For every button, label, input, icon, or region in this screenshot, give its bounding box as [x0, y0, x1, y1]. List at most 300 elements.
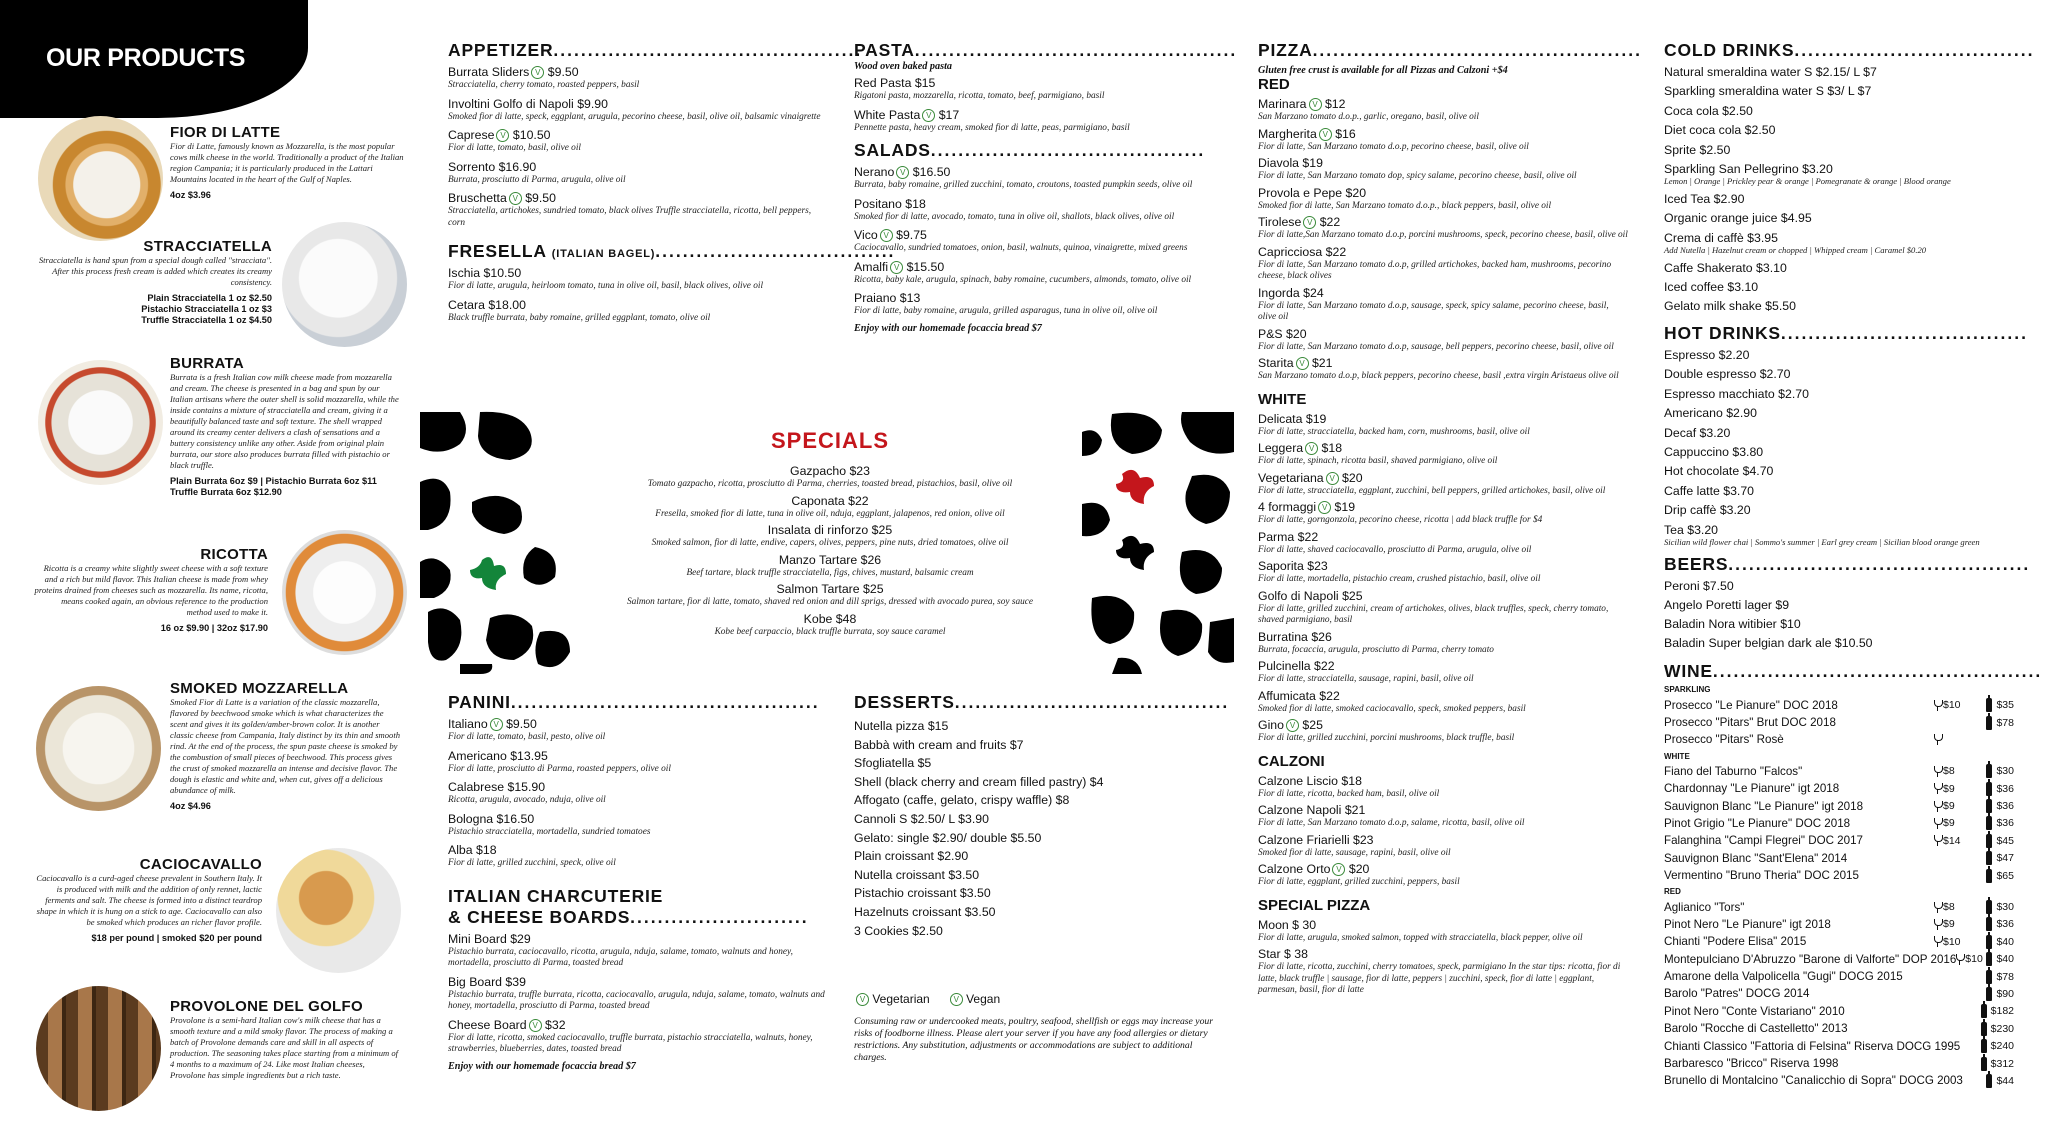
item-description: Fior di latte, stracciatella, backed ham, corn, mushrooms, basil, olive oil — [1258, 426, 1530, 437]
item-name — [1258, 327, 1628, 342]
menu-item — [854, 228, 1224, 255]
column-pasta — [854, 40, 1238, 334]
item-description: Pistachio burrata, truffle burrata, ricotta, caciocavallo, arugula, nduja, salame, tomato, walnuts and honey, mortadella, prosciutto di Parma, toasted bread — [448, 989, 825, 1011]
item-description: Caciocavallo, sundried tomatoes, onion, basil, walnuts, quinoa, vinaigrette, mixed greens — [854, 243, 1188, 253]
bottle-price: $30 — [1996, 901, 2014, 914]
item-price: $19 — [1299, 156, 1323, 170]
item-name — [448, 128, 828, 143]
item-title: Americano — [448, 748, 507, 763]
item-title: Margherita — [1258, 126, 1317, 141]
cow-pattern-right — [1082, 412, 1234, 674]
wine-bottle-icon — [1986, 816, 1992, 830]
item-name — [1258, 471, 1628, 486]
beer-item: Baladin Super belgian dark ale $10.50 — [1664, 636, 1873, 651]
special-pizza-list — [1258, 918, 1628, 997]
menu-item — [448, 266, 828, 293]
special-description: Smoked salmon, fior di latte, endive, capers, olives, peppers, pine nuts, dried tomatoes, olive oil — [651, 538, 1009, 548]
product-price: 4oz $3.96 — [170, 190, 211, 200]
item-description: Fior di latte, grilled zucchini, porcini mushrooms, black truffle, basil — [1258, 733, 1515, 743]
bottle-price: $30 — [1996, 765, 2014, 778]
item-description: Pistachio burrata, caciocavallo, ricotta, arugula, nduja, salame, tomato, walnuts and honey, mortadella, prosciutto di Parma, toasted bread — [448, 946, 793, 968]
dessert-item: Nutella pizza $15 — [854, 719, 949, 733]
item-price: $10.50 — [480, 266, 522, 280]
hot-drinks-list — [1664, 346, 2024, 549]
item-price: $22 — [1322, 244, 1347, 259]
drink-item: Organic orange juice $4.95 — [1664, 211, 1812, 226]
item-name — [854, 197, 1224, 212]
wine-bottle-price — [1978, 1057, 2014, 1071]
item-title: Calzone Napoli — [1258, 803, 1342, 817]
panini-list — [448, 717, 828, 870]
hot-drinks-title: HOT DRINKS.................................... — [1664, 322, 2028, 343]
item-name — [1258, 215, 1628, 230]
salads-bread-note: Enjoy with our homemade focaccia bread $7 — [854, 322, 1042, 334]
wine-row — [1664, 867, 2014, 884]
item-name — [1258, 589, 1628, 604]
wine-bottle-price — [1981, 1039, 2014, 1053]
product-name: CACIOCAVALLO — [139, 856, 262, 873]
wine-glass-price — [1934, 835, 1978, 847]
item-name — [448, 780, 828, 795]
item-title: P&S — [1258, 326, 1283, 341]
item-price: $18.00 — [484, 297, 526, 312]
bottle-price: $78 — [1996, 970, 2014, 983]
item-name — [1258, 97, 1628, 112]
beer-item: Peroni $7.50 — [1664, 579, 1734, 594]
product-description: Smoked Fior di Latte is a variation of the classic mozzarella, flavored by beechwood smoke which is what characterizes the scent and gives it its golden/amber-brown color. It is another classic cheese from Campania, Italy distinct by its thin and smooth rind. At the end of the process, the spun paste cheese is smoked by the combustion of small pieces of beechwood. This process gives the crust of smoked mozzarella an intense and decisive flavor. The dough is elastic and white and, when cut, gives off a delicious abundance of milk. — [170, 697, 401, 795]
item-description: Smoked fior di latte, San Marzano tomato d.o.p., black peppers, basil, olive oil — [1258, 200, 1552, 211]
glass-price: $8 — [1943, 901, 1955, 914]
wine-bottle-price — [1986, 952, 2014, 966]
salads-list — [854, 165, 1224, 318]
item-description: Fior di latte, arugula, heirloom tomato, tuna in olive oil, basil, black olives, olive oil — [448, 281, 764, 291]
item-name — [1258, 803, 1628, 818]
wine-row — [1664, 1020, 2014, 1037]
item-title: Tirolese — [1258, 215, 1302, 229]
wine-name: Chianti Classico "Fattoria di Felsina" Riserva DOCG 1995 — [1664, 1039, 1961, 1053]
item-description: Fior di latte, mortadella, pistachio cream, crushed pistachio, basil, olive oil — [1258, 574, 1541, 584]
item-name — [1258, 774, 1628, 789]
menu-item — [448, 812, 828, 839]
wine-glass-price — [1934, 918, 1978, 930]
item-title: Amalfi — [854, 259, 889, 274]
special-item — [585, 464, 1075, 491]
item-description: Fior di latte, eggplant, grilled zucchini, peppers, basil — [1258, 877, 1460, 887]
bottle-price: $36 — [1996, 817, 2014, 830]
dessert-item: Cannoli S $2.50/ L $3.90 — [854, 811, 989, 826]
item-price: $16.50 — [493, 811, 535, 826]
item-price: $9.50 — [502, 717, 537, 731]
wine-row — [1664, 797, 2014, 814]
item-name — [1258, 286, 1628, 301]
product-description: Ricotta is a creamy white slightly sweet cheese with a soft texture and a rich but mild flavor. This Italian cheese is made from whey proteins drained from cheeses such as mozzarella. Its name, ricotta, means cooked again, an obvious reference to the production method used to make it. — [34, 563, 268, 617]
item-description: Pennette pasta, heavy cream, smoked fior di latte, peas, parmigiano, basil — [854, 122, 1130, 133]
item-description: Rigatoni pasta, mozzarella, ricotta, tomato, beef, parmigiano, basil — [854, 91, 1105, 101]
product-description: Burrata is a fresh Italian cow milk cheese made from mozzarella and cream. The cheese is presented in a bag and spun by our Italian artisans where the outer shell is solid mozzarella, while the inside contains a mixture of stracciatella and cream, giving it a beautifully balanced taste and soft texture. The shell wrapped around its creamy center delivers a clash of sensations and a buttery consistency unlike any other. Aside from original plain burrata, our store also produces burrata filled with pistachio or black truffle. — [170, 372, 399, 470]
special-name: Manzo Tartare $26 — [778, 552, 882, 567]
wine-glass-price — [1934, 936, 1978, 948]
item-name — [854, 76, 1224, 91]
menu-item — [1258, 630, 1628, 657]
wine-bottle-icon — [1986, 698, 1992, 712]
menu-item — [448, 717, 828, 744]
dessert-item: Pistachio croissant $3.50 — [854, 886, 991, 901]
item-price: $22 — [1310, 659, 1335, 673]
menu-item — [448, 749, 828, 776]
product-burrata — [170, 355, 402, 498]
wine-glass-icon — [1934, 766, 1941, 777]
wine-glass-icon — [1934, 919, 1941, 930]
item-description: San Marzano tomato d.o.p, black peppers, pecorino cheese, basil ,extra virgin Aristaeus olive oil — [1258, 371, 1619, 381]
menu-item — [1258, 327, 1628, 354]
menu-item — [1258, 689, 1628, 716]
special-name: Gazpacho $23 — [790, 464, 870, 478]
wine-name: Barolo "Patres" DOCG 2014 — [1664, 987, 1810, 1001]
wine-glass-icon — [1934, 936, 1941, 947]
item-name — [1258, 918, 1628, 933]
menu-item — [854, 165, 1224, 192]
wine-glass-icon — [1934, 700, 1941, 711]
item-name — [448, 932, 828, 947]
wine-row — [1664, 898, 2014, 915]
wine-row — [1664, 1037, 2014, 1054]
item-name — [448, 65, 828, 80]
drink-item: Caffe latte $3.70 — [1664, 483, 1755, 498]
item-name — [1258, 186, 1628, 201]
column-pizza — [1258, 40, 1642, 1000]
wine-name: Prosecco "Pitars" Brut DOC 2018 — [1664, 716, 1836, 730]
calzoni-title: CALZONI — [1258, 752, 1325, 770]
item-name — [1258, 356, 1628, 371]
vegetarian-legend: V Vegetarian — [854, 992, 930, 1006]
wine-bottle-icon — [1986, 851, 1992, 865]
item-title: Alba — [448, 843, 473, 857]
item-price: $22 — [1294, 529, 1319, 544]
item-price: $24 — [1299, 285, 1324, 300]
wine-row — [1664, 916, 2014, 933]
item-price: $16.90 — [495, 159, 537, 174]
wine-name: Prosecco "Pitars" Rosè — [1664, 733, 1784, 747]
item-price: $20 — [1338, 470, 1363, 485]
drink-item: Iced coffee $3.10 — [1664, 280, 1759, 295]
glass-price: $8 — [1943, 765, 1955, 778]
special-item — [585, 523, 1075, 550]
wine-bottle-price — [1986, 1074, 2014, 1088]
dessert-item: Nutella croissant $3.50 — [854, 867, 980, 882]
vegetarian-icon: V — [1319, 128, 1332, 141]
product-description: Stracciatella is hand spun from a special dough called "stracciata". After this process fresh cream is added which creates its creamy consistency. — [38, 255, 272, 287]
pizza-white-list — [1258, 412, 1628, 745]
dessert-item: 3 Cookies $2.50 — [854, 923, 943, 938]
item-description: Fior di latte, grilled zucchini, cream of artichokes, olives, black truffles, speck, cherry tomato, shaved parmigiano, basil — [1258, 603, 1609, 625]
menu-item — [1258, 918, 1628, 945]
wine-glass-price — [1934, 734, 1978, 745]
wine-name: Pinot Nero "Conte Vistariano" 2010 — [1664, 1004, 1845, 1018]
wine-glass-price — [1934, 817, 1978, 829]
item-price: $32 — [541, 1017, 566, 1032]
wine-bottle-icon — [1986, 917, 1992, 931]
item-description: Fior di latte, spinach, ricotta basil, shaved parmigiano, olive oil — [1258, 456, 1498, 466]
wine-row — [1664, 1072, 2014, 1089]
item-price: $16.50 — [909, 165, 951, 179]
item-title: Star $ 38 — [1258, 947, 1308, 961]
item-title: Vegetariana — [1258, 470, 1324, 485]
item-description: Fior di latte, gorngonzola, pecorino cheese, ricotta | add black truffle for $4 — [1258, 515, 1543, 525]
menu-item — [448, 1018, 828, 1056]
item-description: Fior di latte, San Marzano tomato d.o.p, grilled artichokes, backed ham, mushrooms, pecorino cheese, black olives — [1258, 259, 1612, 281]
item-title: Capricciosa — [1258, 244, 1323, 259]
wine-bottle-price — [1978, 869, 2014, 883]
special-description: Beef tartare, black truffle stracciatella, figs, chives, mustard, balsamic cream — [686, 567, 974, 578]
vegetarian-icon: V — [529, 1019, 542, 1032]
wine-list — [1664, 685, 2024, 1089]
wine-bottle-price — [1978, 764, 2014, 778]
item-name — [1258, 718, 1628, 733]
item-price: $21 — [1308, 356, 1333, 370]
menu-item — [1258, 356, 1628, 383]
bottle-price: $65 — [1996, 869, 2014, 882]
item-price: $18 — [1318, 441, 1343, 455]
wine-bottle-price — [1978, 716, 2014, 730]
calzoni-list — [1258, 774, 1628, 889]
special-description: Fresella, smoked fior di latte, tuna in olive oil, nduja, eggplant, jalapenos, red onion, olive oil — [655, 508, 1005, 519]
wine-glass-icon — [1934, 801, 1941, 812]
item-description: Fior di latte, San Marzano tomato dop, spicy salame, pecorino cheese, basil, olive oil — [1258, 171, 1577, 181]
glass-price: $9 — [1943, 782, 1955, 795]
item-title: Nerano — [854, 165, 895, 179]
drink-item: Coca cola $2.50 — [1664, 103, 1753, 118]
wine-name: Sauvignon Blanc "Le Pianure" igt 2018 — [1664, 799, 1864, 813]
product-name: RICOTTA — [200, 546, 268, 563]
item-title: Diavola — [1258, 156, 1300, 170]
gluten-free-note: Gluten free crust is available for all Pizzas and Calzoni +$4 — [1258, 65, 1508, 76]
product-description: Fior di Latte, famously known as Mozzarella, is the most popular cows milk cheese in the world. Traditionally a product of the Italian region Campania; it is particularly produced in the Lattari Mountains located in the heart of the Gulf of Naples. — [170, 141, 404, 184]
vegetarian-icon: V — [1305, 442, 1318, 455]
item-title: Delicata — [1258, 411, 1303, 426]
item-name — [1258, 156, 1628, 171]
column-desserts — [854, 692, 1230, 1064]
wine-bottle-icon — [1986, 869, 1992, 883]
special-name: Insalata di rinforzo $25 — [767, 523, 893, 537]
vegetarian-icon: V — [880, 229, 893, 242]
wine-bottle-price — [1978, 917, 2014, 931]
wine-row — [1664, 1003, 2014, 1020]
glass-price: $9 — [1943, 817, 1955, 830]
item-price: $23 — [1349, 832, 1374, 847]
item-price: $20 — [1342, 185, 1367, 200]
drink-item: Diet coca cola $2.50 — [1664, 123, 1776, 138]
wine-glass-icon — [1934, 783, 1941, 794]
wine-row — [1664, 968, 2014, 985]
item-name — [448, 298, 828, 313]
item-title: 4 formaggi — [1258, 500, 1317, 514]
vegetarian-icon: V — [1318, 501, 1331, 514]
menu-item — [1258, 127, 1628, 154]
item-name — [448, 975, 828, 990]
wine-bottle-icon — [1981, 1057, 1987, 1071]
pizza-title: PIZZA................................................ — [1258, 40, 1642, 60]
item-description: Ricotta, arugula, avocado, nduja, olive oil — [448, 795, 606, 805]
vegetarian-icon: V — [1303, 216, 1316, 229]
charcuterie-list — [448, 932, 828, 1056]
item-title: Sorrento — [448, 159, 496, 174]
pizza-red-title: RED — [1258, 76, 1290, 93]
bottle-price: $36 — [1996, 800, 2014, 813]
menu-item — [448, 298, 828, 325]
item-title: Ischia — [448, 266, 481, 280]
vegetarian-icon: V — [1332, 863, 1345, 876]
item-price: $18 — [472, 843, 497, 857]
wine-group-label: SPARKLING — [1664, 685, 1711, 695]
product-name: SMOKED MOZZARELLA — [170, 680, 349, 697]
wine-glass-price — [1934, 699, 1978, 711]
wine-name: Fiano del Taburno "Falcos" — [1664, 764, 1803, 778]
vegetarian-icon: V — [531, 66, 544, 79]
menu-item — [448, 97, 828, 124]
pizza-white-title: WHITE — [1258, 390, 1307, 408]
item-description: Fior di latte, shaved caciocavallo, prosciutto di Parma, arugula, olive oil — [1258, 544, 1532, 555]
beers-title: BEERS............................................ — [1664, 554, 2031, 575]
bottle-price: $47 — [1996, 852, 2014, 865]
item-name — [854, 291, 1224, 306]
charcuterie-title: ITALIAN CHARCUTERIE — [448, 885, 664, 906]
wine-bottle-price — [1978, 851, 2014, 865]
item-name — [854, 228, 1224, 243]
glass-price: $14 — [1943, 834, 1961, 847]
product-name: PROVOLONE DEL GOLFO — [170, 998, 363, 1015]
beer-item: Baladin Nora witibier $10 — [1664, 617, 1801, 632]
desserts-list — [854, 717, 1224, 940]
item-name — [1258, 947, 1628, 962]
fior-di-latte-image — [38, 116, 163, 241]
menu-item — [1258, 559, 1628, 586]
glass-price: $10 — [1943, 935, 1961, 948]
wine-name: Prosecco "Le Pianure" DOC 2018 — [1664, 698, 1838, 712]
drink-item: Hot chocolate $4.70 — [1664, 464, 1774, 479]
wine-bottle-icon — [1986, 970, 1992, 984]
wine-bottle-icon — [1986, 935, 1992, 949]
item-description: Fior di latte, San Marzano tomato d.o.p, sausage, bell peppers, pecorino cheese, basil, olive oil — [1258, 341, 1614, 352]
item-name — [1258, 659, 1628, 674]
stracciatella-image — [282, 222, 407, 347]
vegetarian-icon: V — [890, 261, 903, 274]
item-description: Fior di latte, ricotta, smoked caciocavallo, truffle burrata, pistachio stracciatella, walnuts, honey, strawberries, blueberries, dates, toasted bread — [448, 1032, 813, 1054]
item-title: Cetara — [448, 297, 485, 312]
wine-bottle-price — [1978, 816, 2014, 830]
wine-glass-icon — [1934, 835, 1941, 846]
dessert-item: Babbà with cream and fruits $7 — [854, 737, 1024, 752]
item-price: $12 — [1321, 97, 1346, 111]
item-title: Golfo di Napoli — [1258, 588, 1339, 603]
wine-glass-price — [1934, 783, 1978, 795]
special-item — [585, 553, 1075, 580]
item-description: Fior di latte, grilled zucchini, speck, olive oil — [448, 858, 616, 868]
bottle-price: $182 — [1990, 1005, 2014, 1018]
cow-pattern-left — [420, 412, 570, 674]
vegetarian-icon: V — [1309, 98, 1322, 111]
item-name — [1258, 441, 1628, 456]
item-description: Fior di latte, stracciatella, eggplant, zucchini, bell peppers, grilled artichokes, basil, olive oil — [1258, 485, 1606, 496]
wine-glass-price — [1956, 953, 1986, 965]
item-price: $22 — [1315, 688, 1340, 703]
special-item — [585, 612, 1075, 639]
wine-glass-icon — [1934, 818, 1941, 829]
wine-bottle-price — [1978, 698, 2014, 712]
item-description: Fior di latte, San Marzano tomato d.o.p, salame, ricotta, basil, olive oil — [1258, 818, 1525, 828]
item-title: Burratina — [1258, 629, 1308, 644]
item-title: Starita — [1258, 356, 1294, 370]
drink-item: Americano $2.90 — [1664, 406, 1757, 421]
item-price: $18 — [1337, 773, 1362, 788]
wine-bottle-icon — [1986, 716, 1992, 730]
menu-item — [1258, 97, 1628, 124]
item-title: Pulcinella — [1258, 659, 1311, 673]
item-title: Calzone Orto — [1258, 862, 1331, 876]
item-description: Smoked fior di latte, speck, eggplant, arugula, pecorino cheese, basil, olive oil, balsamic vinaigrette — [448, 111, 821, 122]
drink-item: Decaf $3.20 — [1664, 425, 1731, 440]
wine-name: Falanghina "Campi Flegrei" DOC 2017 — [1664, 834, 1863, 848]
item-title: Affumicata — [1258, 688, 1316, 703]
dessert-item: Plain croissant $2.90 — [854, 849, 969, 864]
item-description: Smoked fior di latte, sausage, rapini, basil, olive oil — [1258, 847, 1451, 858]
item-name — [448, 97, 828, 112]
item-price: $19 — [1302, 411, 1327, 426]
item-price: $13.95 — [506, 748, 548, 763]
item-price: $22 — [1316, 215, 1341, 229]
wine-bottle-price — [1978, 782, 2014, 796]
special-description: Salmon tartare, fior di latte, tomato, shaved red onion and dill sprigs, dressed with avocado purea, soy sauce — [626, 597, 1034, 607]
special-item — [585, 582, 1075, 609]
product-price: 4oz $4.96 — [170, 801, 211, 811]
item-title: Calzone Friarielli — [1258, 832, 1350, 847]
item-price: $16 — [1331, 126, 1356, 141]
vegetarian-icon: V — [896, 166, 909, 179]
wine-name: Amarone della Valpolicella "Gugi" DOCG 2015 — [1664, 970, 1903, 984]
item-title: Calzone Liscio — [1258, 773, 1338, 788]
item-price: $13 — [896, 291, 921, 305]
wine-bottle-icon — [1986, 952, 1992, 966]
wine-glass-price — [1934, 800, 1978, 812]
item-title: Praiano — [854, 291, 897, 305]
item-description: Fior di latte, tomato, basil, olive oil — [448, 143, 581, 153]
wine-bottle-price — [1978, 1004, 2014, 1018]
item-price: $9.50 — [521, 191, 556, 205]
item-description: Black truffle burrata, baby romaine, grilled eggplant, tomato, olive oil — [448, 312, 711, 323]
drink-item: Drip caffè $3.20 — [1664, 503, 1751, 518]
bottle-price: $78 — [1996, 716, 2014, 729]
column-panini — [448, 692, 828, 1072]
dessert-item: Sfogliatella $5 — [854, 756, 932, 771]
smoked-mozzarella-image — [36, 686, 161, 811]
menu-item — [1258, 947, 1628, 997]
product-description: Caciocavallo is a curd-aged cheese prevalent in Southern Italy. It is produced with milk and the addition of only rennet, lactic ferments and salt. The cheese is formed into a distinct teardrop shape in which it is hung on a stick to age. Caciocavallo can also be smoked which produces an richer flavor profile. — [36, 873, 262, 927]
fresella-title: FRESELLA (ITALIAN BAGEL)................................... — [448, 241, 896, 261]
special-pizza-title: SPECIAL PIZZA — [1258, 896, 1371, 914]
wine-bottle-icon — [1986, 764, 1992, 778]
wine-bottle-icon — [1981, 1004, 1987, 1018]
item-description: Burrata, baby romaine, grilled zucchini, tomato, croutons, toasted pumpkin seeds, olive oil — [854, 180, 1193, 190]
item-price: $20 — [1345, 862, 1370, 876]
wine-bottle-icon — [1986, 987, 1992, 1001]
wine-name: Barbaresco "Bricco" Riserva 1998 — [1664, 1057, 1839, 1071]
vegetarian-icon: V — [1326, 472, 1339, 485]
menu-item — [1258, 718, 1628, 745]
drink-item: Crema di caffè $3.95 — [1664, 230, 1778, 245]
product-prices: Plain Burrata 6oz $9 | Pistachio Burrata 6oz $11 Truffle Burrata 6oz $12.90 — [170, 476, 377, 497]
wine-bottle-price — [1978, 935, 2014, 949]
special-name: Salmon Tartare $25 — [776, 582, 884, 596]
item-title: Moon $ 30 — [1258, 917, 1317, 932]
